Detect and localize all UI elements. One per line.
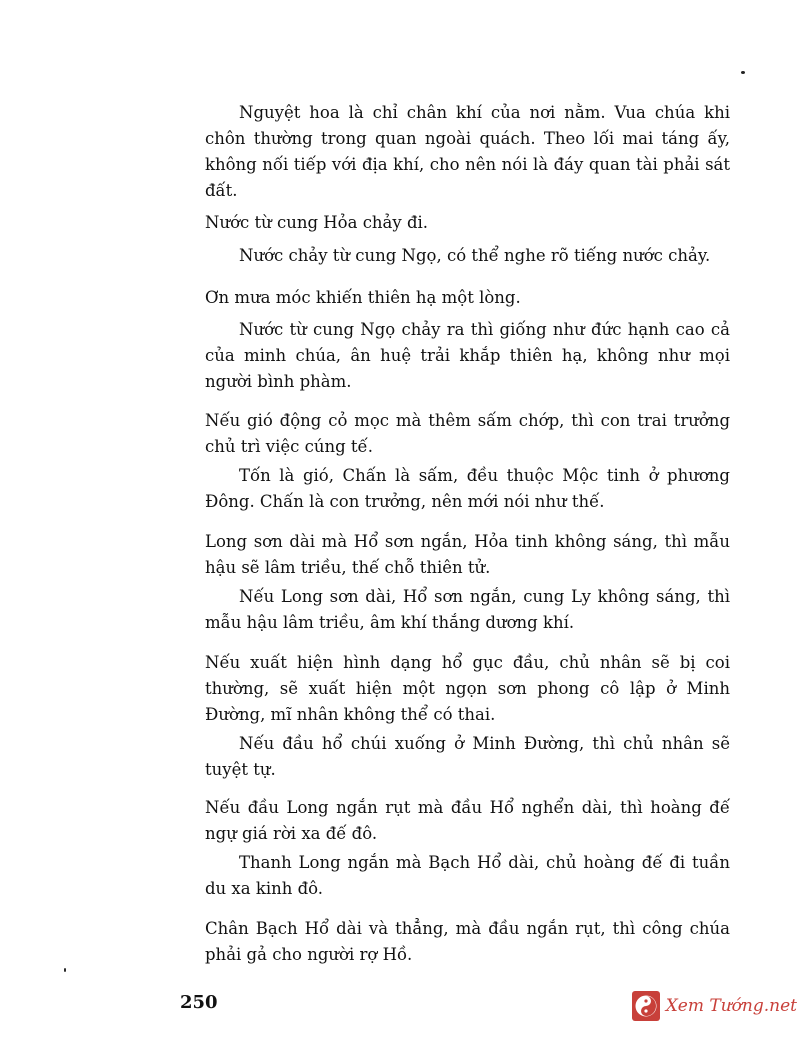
page-number: 250 [180, 992, 218, 1013]
paragraph-verse: Nếu gió động cỏ mọc mà thêm sấm chớp, thì con trai trưởng chủ trì việc cúng tế. [205, 411, 730, 456]
scan-speck [64, 968, 66, 972]
watermark-text: Xem Tướng.net [665, 996, 797, 1016]
paragraph-commentary: Nguyệt hoa là chỉ chân khí của nơi nằm. Vua chúa khi chôn thường trong quan ngoài quách. Theo lối mai táng ấy, không nối tiếp với địa khí, cho nên nói là đáy quan tài phải sát đất. [205, 103, 730, 200]
watermark-logo [632, 988, 797, 1024]
paragraph-verse: Nước từ cung Hỏa chảy đi. [205, 213, 429, 232]
scan-speck [741, 71, 745, 74]
paragraph-verse: Long sơn dài mà Hổ sơn ngắn, Hỏa tinh không sáng, thì mẫu hậu sẽ lâm triều, thế chỗ thiên tử. [205, 532, 730, 577]
paragraph-verse: Chân Bạch Hổ dài và thẳng, mà đầu ngắn rụt, thì công chúa phải gả cho người rợ Hồ. [205, 919, 730, 964]
paragraph-verse: Nếu xuất hiện hình dạng hổ gục đầu, chủ nhân sẽ bị coi thường, sẽ xuất hiện một ngọn sơn phong cô lập ở Minh Đường, mĩ nhân không thể có thai. [205, 653, 730, 724]
paragraph-commentary: Nếu đầu hổ chúi xuống ở Minh Đường, thì chủ nhân sẽ tuyệt tự. [205, 734, 730, 779]
paragraph-commentary: Nước từ cung Ngọ chảy ra thì giống như đức hạnh cao cả của minh chúa, ân huệ trải khắp thiên hạ, không như mọi người bình phàm. [205, 320, 730, 391]
yin-yang-icon [632, 991, 660, 1021]
paragraph-commentary: Tốn là gió, Chấn là sấm, đều thuộc Mộc tinh ở phương Đông. Chấn là con trưởng, nên mới nói như thế. [205, 466, 730, 511]
paragraph-commentary: Nước chảy từ cung Ngọ, có thể nghe rõ tiếng nước chảy. [239, 246, 711, 265]
paragraph-commentary: Nếu Long sơn dài, Hổ sơn ngắn, cung Ly không sáng, thì mẫu hậu lâm triều, âm khí thắng dương khí. [205, 587, 730, 632]
paragraph-verse: Ơn mưa móc khiến thiên hạ một lòng. [205, 288, 521, 307]
paragraph-verse: Nếu đầu Long ngắn rụt mà đầu Hổ nghển dài, thì hoàng đế ngự giá rời xa đế đô. [205, 798, 730, 843]
paragraph-commentary: Thanh Long ngắn mà Bạch Hổ dài, chủ hoàng đế đi tuần du xa kinh đô. [205, 853, 730, 898]
